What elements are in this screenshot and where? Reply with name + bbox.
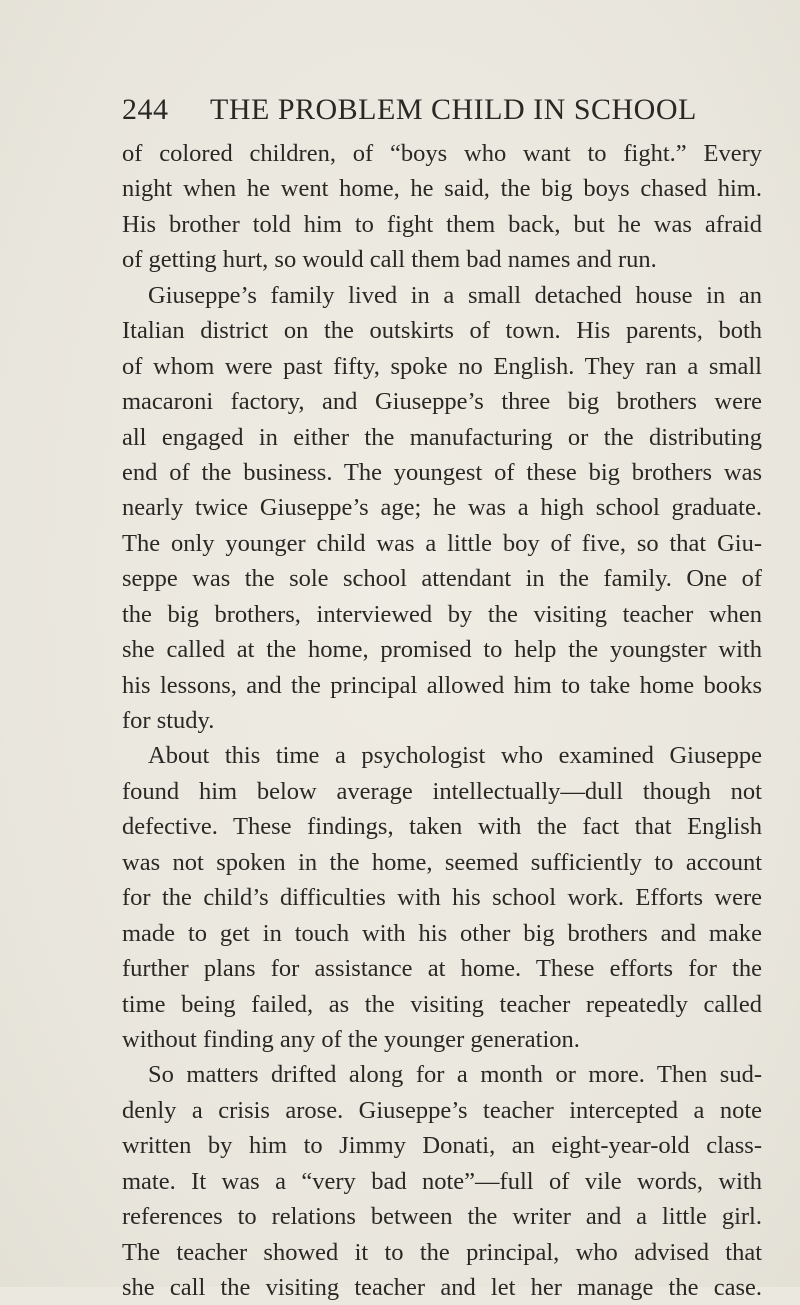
text-line: made to get in touch with his other big brothers and make xyxy=(122,919,762,947)
text-line: time being failed, as the visiting teacher repeatedly called xyxy=(122,990,762,1018)
text-line: mate. It was a “very bad note”—full of vile words, with xyxy=(122,1167,762,1195)
text-line: references to relations between the writer and a little girl. xyxy=(122,1203,762,1231)
text-line: found him below average intellectually—dull though not xyxy=(122,777,762,805)
page-number: 244 xyxy=(122,93,169,126)
text-line: his lessons, and the principal allowed him to take home books xyxy=(122,671,762,699)
running-header xyxy=(122,90,762,130)
text-line: written by him to Jimmy Donati, an eight-year-old class- xyxy=(122,1132,762,1160)
paragraph-start-line: So matters drifted along for a month or more. Then sud- xyxy=(148,1061,762,1089)
text-line: all engaged in either the manufacturing or the distributing xyxy=(122,423,762,451)
text-line: was not spoken in the home, seemed sufficiently to account xyxy=(122,848,762,876)
text-line: for the child’s difficulties with his school work. Efforts were xyxy=(122,884,762,912)
text-line: she call the visiting teacher and let her manage the case. xyxy=(122,1274,762,1301)
text-line: she called at the home, promised to help the youngster with xyxy=(122,636,762,664)
text-line: of colored children, of “boys who want to fight.” Every xyxy=(122,140,762,167)
text-line: The teacher showed it to the principal, who advised that xyxy=(122,1238,762,1266)
text-line: defective. These findings, taken with the fact that English xyxy=(122,813,762,841)
text-line: macaroni factory, and Giuseppe’s three big brothers were xyxy=(122,388,762,416)
text-line: without finding any of the younger generation. xyxy=(122,1025,580,1053)
paragraph-start-line: About this time a psychologist who examined Giuseppe xyxy=(148,742,762,770)
text-line: His brother told him to fight them back, but he was afraid xyxy=(122,210,762,238)
text-line: the big brothers, interviewed by the visiting teacher when xyxy=(122,600,762,628)
text-line: of getting hurt, so would call them bad names and run. xyxy=(122,246,657,274)
text-line: nearly twice Giuseppe’s age; he was a high school graduate. xyxy=(122,494,762,522)
text-line: further plans for assistance at home. These efforts for the xyxy=(122,955,762,983)
paragraph-start-line: Giuseppe’s family lived in a small detached house in an xyxy=(148,281,762,309)
text-line: The only younger child was a little boy of five, so that Giu- xyxy=(122,529,762,557)
text-line: seppe was the sole school attendant in the family. One of xyxy=(122,565,762,593)
text-line: Italian district on the outskirts of town. His parents, both xyxy=(122,317,762,345)
text-line: for study. xyxy=(122,707,215,734)
text-line: night when he went home, he said, the big boys chased him. xyxy=(122,175,762,203)
text-line: end of the business. The youngest of these big brothers was xyxy=(122,458,762,486)
body-text xyxy=(122,136,762,1305)
text-line: denly a crisis arose. Giuseppe’s teacher intercepted a note xyxy=(122,1096,762,1124)
text-line: of whom were past fifty, spoke no English. They ran a small xyxy=(122,352,762,380)
running-title: THE PROBLEM CHILD IN SCHOOL xyxy=(210,93,697,126)
